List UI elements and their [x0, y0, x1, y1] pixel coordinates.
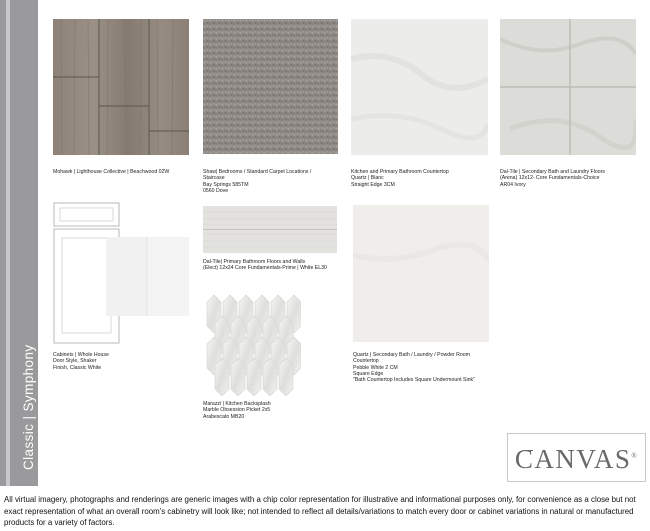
caption-line: Finish, Classic White	[53, 364, 102, 371]
caption-line: Marazzi | Kitchen Backsplash	[203, 401, 271, 407]
primary-bath-tile-swatch	[203, 206, 337, 253]
caption-line: Countertop	[353, 358, 379, 365]
secondary-floor-tile-swatch	[500, 19, 636, 155]
caption-line: (Elect) 12x24 Core Fundamentals-Prime | White EL30	[203, 265, 327, 272]
caption-line: Dal-Tile| Primary Bathroom Floors and Walls	[203, 259, 306, 265]
collection-title: Classic | Symphony	[21, 344, 36, 470]
secondary-countertop-swatch	[353, 205, 489, 342]
caption-line: Arabescato MB20	[203, 413, 245, 420]
kitchen-countertop-caption	[351, 169, 501, 188]
caption-line: Cabinets | Whole House	[53, 352, 109, 358]
caption-line: Square Edge	[353, 370, 384, 377]
canvas-logo	[507, 433, 646, 482]
kitchen-countertop-swatch	[351, 19, 488, 155]
backsplash-swatch	[205, 293, 301, 396]
logo-text: CANVAS®	[514, 444, 639, 474]
caption-line: Quartz | Secondary Bath / Laundry / Powder Room	[353, 352, 470, 358]
caption-line: AR04 Ivory	[500, 181, 526, 188]
caption-line: Dal-Tile | Secondary Bath and Laundry Floors	[500, 169, 605, 175]
backsplash-caption	[203, 401, 353, 420]
cabinets-caption	[53, 352, 203, 371]
caption-line: Bay Springs 585TM	[203, 181, 249, 188]
caption-line: (Arena) 12x12- Core Fundamentals-Choice	[500, 175, 600, 182]
carpet-caption	[203, 169, 353, 194]
primary-bath-tile-caption	[203, 259, 353, 272]
caption-line: Shaw| Bedrooms / Standard Carpet Locations /	[203, 169, 312, 175]
secondary-countertop-caption	[353, 352, 503, 383]
caption-line: Door Style, Shaker	[53, 358, 97, 365]
carpet-swatch	[203, 19, 338, 154]
caption-line: 0560 Dove	[203, 187, 229, 194]
caption-line: Staircase	[203, 175, 225, 182]
caption-line: Mohawk | Lighthouse Collective | Beachwood 02W	[53, 169, 170, 175]
caption-line: Pebble White 2 CM	[353, 364, 398, 371]
caption-line: Quartz | Blanc	[351, 175, 384, 182]
caption-line: Kitchen and Primary Bathroom Countertop	[351, 169, 449, 175]
sidebar-stripe	[6, 0, 10, 486]
disclaimer: All virtual imagery, photographs and renderings are generic images with a chip color representation for illustrative and informational purposes only, for convenience as a close but not exact representation of what an overall room's cabinetry will look like; not intended to reflect all details/variations to match every door or cabinet variations in natural or manufactured products for a variety of factors.	[4, 495, 636, 528]
cabinet-door-swatch	[53, 202, 193, 344]
caption-line: Straight Edge 3CM	[351, 181, 395, 188]
sidebar	[0, 0, 38, 486]
secondary-floor-tile-caption	[500, 169, 650, 188]
caption-line: Marble Obsession Picket 2x5	[203, 407, 271, 414]
flooring-caption	[53, 169, 203, 175]
caption-line: "Bath Countertop Includes Square Undermount Sink"	[353, 377, 475, 384]
flooring-swatch	[53, 19, 189, 155]
